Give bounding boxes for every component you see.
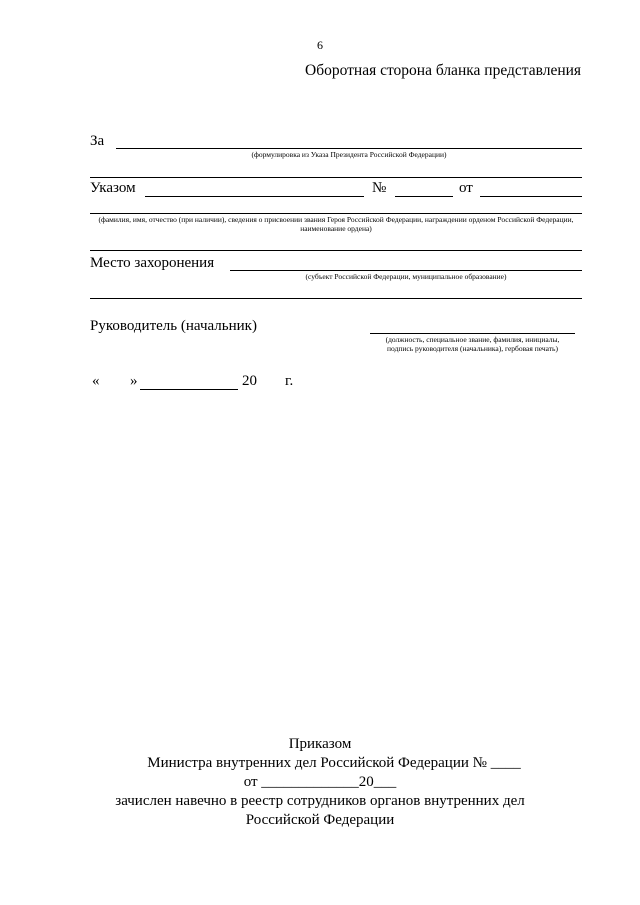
- burial-second-line[interactable]: [90, 298, 582, 299]
- date-close-quote: »: [130, 373, 138, 389]
- order-line1: Министра внутренних дел Российской Федерации № ____: [147, 755, 521, 771]
- ukaz-caption: (фамилия, имя, отчество (при наличии), сведения о присвоении звания Героя Российской Федерации, награждении орденом Российской Федерации, наименование ордена): [98, 215, 574, 233]
- ukaz-third-line[interactable]: [90, 250, 582, 251]
- date-year-prefix: 20: [242, 373, 257, 389]
- ukaz-date-line[interactable]: [480, 196, 582, 197]
- za-label: За: [90, 133, 105, 149]
- burial-label: Место захоронения: [90, 255, 215, 271]
- page-number: 6: [317, 38, 323, 52]
- date-open-quote: «: [92, 373, 100, 389]
- ukaz-number-line[interactable]: [395, 196, 453, 197]
- order-line4: Российской Федерации: [245, 812, 395, 828]
- order-line3: зачислен навечно в реестр сотрудников органов внутренних дел: [115, 793, 525, 809]
- date-month-line[interactable]: [140, 389, 238, 390]
- za-field-line[interactable]: [116, 148, 582, 149]
- za-caption: (формулировка из Указа Президента Российской Федерации): [251, 150, 447, 159]
- number-sign: №: [372, 180, 387, 196]
- ukaz-second-line[interactable]: [90, 213, 582, 214]
- order-title: Приказом: [288, 736, 352, 752]
- ukaz-label: Указом: [90, 180, 136, 196]
- burial-field-line[interactable]: [230, 270, 582, 271]
- ukaz-field-line[interactable]: [145, 196, 364, 197]
- page-heading: Оборотная сторона бланка представления: [305, 62, 582, 79]
- head-caption-line1: (должность, специальное звание, фамилия, инициалы,: [385, 335, 560, 344]
- from-label: от: [459, 180, 473, 196]
- date-year-suffix: г.: [285, 373, 294, 389]
- za-second-line[interactable]: [90, 177, 582, 178]
- head-caption-line2: подпись руководителя (начальника), гербовая печать): [387, 344, 558, 353]
- head-label: Руководитель (начальник): [90, 318, 257, 334]
- order-line2: от _____________20___: [243, 774, 397, 790]
- head-signature-line[interactable]: [370, 333, 575, 334]
- burial-caption: (субъект Российской Федерации, муниципальное образование): [305, 272, 507, 281]
- order-block: [0, 735, 640, 830]
